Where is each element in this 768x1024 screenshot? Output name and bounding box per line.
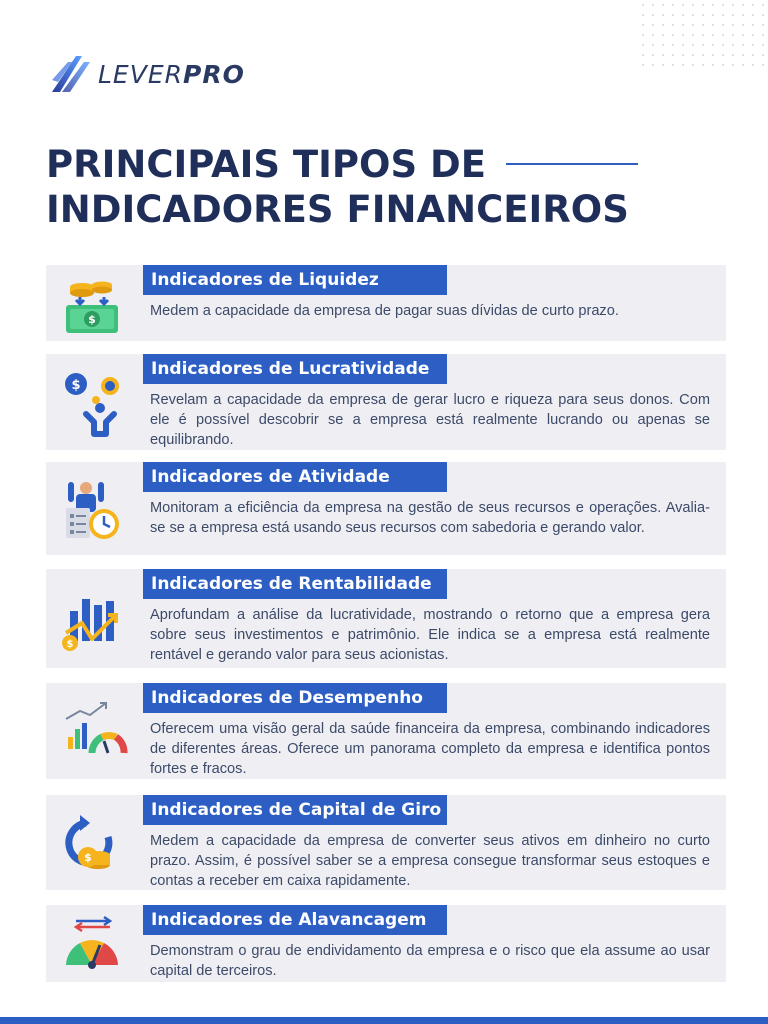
indicator-description: Monitoram a eficiência da empresa na gestão de seus recursos e operações. Avalia-se se a empresa está usando seus recursos com sabedoria e gerando valor.	[150, 500, 710, 536]
indicator-title: Indicadores de Rentabilidade	[143, 569, 447, 599]
indicator-description: Medem a capacidade da empresa de converter seus ativos em dinheiro no curto prazo. Assim, é possível saber se a empresa consegue transformar seus estoques e contas a receber em caixa rapidamente.	[150, 833, 710, 889]
indicator-description: Oferecem uma visão geral da saúde financeira da empresa, combinando indicadores de diferentes áreas. Oferece um panorama completo da empresa e identifica pontos fortes e fracos.	[150, 721, 710, 777]
performance-gauge-icon	[56, 697, 128, 769]
indicator-description: Aprofundam a análise da lucratividade, mostrando o retorno que a empresa gera sobre seus investimentos e patrimônio. Ele indica se a empresa está realmente rentável e gerando valor para seus acionistas.	[150, 607, 710, 663]
indicator-title: Indicadores de Atividade	[143, 462, 447, 492]
growth-chart-icon	[56, 583, 128, 655]
indicator-title: Indicadores de Liquidez	[143, 265, 447, 295]
svg-text:$: $	[88, 313, 96, 326]
indicator-card-liquidez	[46, 265, 726, 341]
page-title-line-2: INDICADORES FINANCEIROS	[46, 188, 629, 231]
indicator-title: Indicadores de Capital de Giro	[143, 795, 447, 825]
indicator-card-rentabilidade	[46, 569, 726, 668]
svg-text:$: $	[84, 851, 92, 864]
indicator-title: Indicadores de Lucratividade	[143, 354, 447, 384]
bottom-accent-bar	[0, 1017, 768, 1024]
indicator-card-capital-de-giro	[46, 795, 726, 890]
person-profit-icon	[56, 366, 128, 438]
activity-clock-icon	[56, 474, 128, 546]
svg-text:$: $	[71, 378, 81, 393]
page-title	[46, 142, 686, 232]
brand-logo	[48, 52, 245, 96]
indicator-card-atividade	[46, 462, 726, 555]
indicator-description: Revelam a capacidade da empresa de gerar lucro e riqueza para seus donos. Com ele é possível descobrir se a empresa está realmente lucrando ou apenas se equilibrando.	[150, 392, 710, 448]
svg-text:$: $	[66, 639, 74, 650]
indicator-title: Indicadores de Alavancagem	[143, 905, 447, 935]
risk-gauge-icon	[56, 907, 128, 979]
indicator-card-alavancagem	[46, 905, 726, 982]
leverpro-logo-icon	[48, 52, 96, 96]
title-accent-line	[506, 163, 638, 165]
brand-name: LEVERPRO	[98, 59, 245, 89]
cash-coins-icon	[56, 269, 128, 341]
indicator-description: Medem a capacidade da empresa de pagar suas dívidas de curto prazo.	[150, 303, 619, 319]
indicator-card-lucratividade	[46, 354, 726, 450]
indicator-card-desempenho	[46, 683, 726, 779]
indicator-title: Indicadores de Desempenho	[143, 683, 447, 713]
decorative-dot-grid	[638, 0, 768, 70]
indicator-description: Demonstram o grau de endividamento da empresa e o risco que ela assume ao usar capital de terceiros.	[150, 943, 710, 979]
page-title-line-1: PRINCIPAIS TIPOS DE	[46, 143, 487, 186]
cycle-coins-icon	[56, 809, 128, 881]
